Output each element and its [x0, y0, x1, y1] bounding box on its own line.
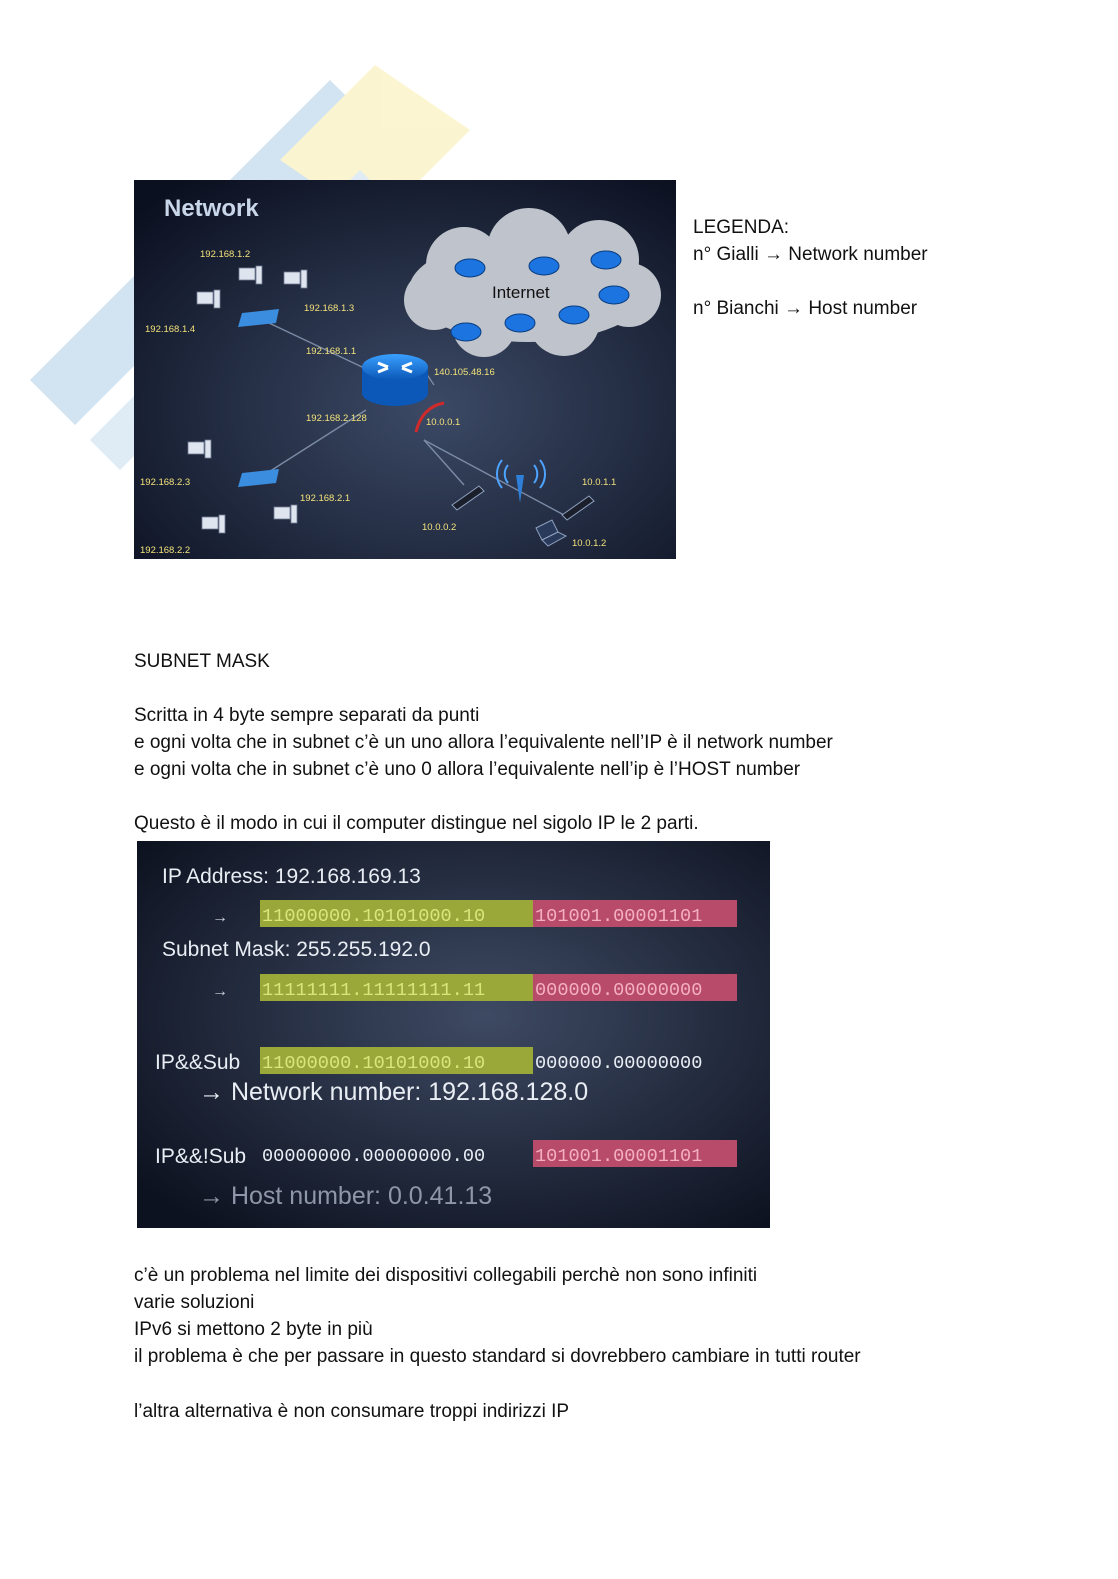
legend-line: n° Gialli → Network number [693, 244, 928, 265]
ip-binary-host: 101001.00001101 [535, 906, 703, 927]
paragraph: Scritta in 4 byte sempre separati da punti [134, 705, 480, 726]
legend-line: n° Bianchi → Host number [693, 298, 918, 319]
ip-label: 10.0.1.2 [572, 538, 607, 549]
paragraph: c’è un problema nel limite dei dispositivi collegabili perchè non sono infiniti [134, 1265, 758, 1286]
network-number-result: → Network number: 192.168.128.0 [199, 1078, 589, 1106]
host-number-result: → Host number: 0.0.41.13 [199, 1182, 493, 1210]
legend-heading: LEGENDA: [693, 217, 790, 238]
andnot-binary-host: 101001.00001101 [535, 1146, 703, 1167]
ip-label: 192.168.1.2 [200, 249, 251, 260]
ip-label: 192.168.1.3 [304, 303, 355, 314]
ip-address-label: IP Address: 192.168.169.13 [162, 865, 421, 888]
mask-binary-host: 000000.00000000 [535, 980, 703, 1001]
arrow: → [212, 983, 228, 1000]
andnot-binary-network: 00000000.00000000.00 [262, 1146, 486, 1167]
paragraph: e ogni volta che in subnet c’è uno 0 allora l’equivalente nell’ip è l’HOST number [134, 759, 801, 780]
subnet-calculation-image [137, 841, 770, 1228]
and-label: IP&&Sub [155, 1051, 241, 1074]
ip-label: 192.168.2.2 [140, 545, 191, 556]
paragraph: il problema è che per passare in questo standard si dovrebbero cambiare in tutti router [134, 1346, 861, 1367]
mask-binary-network: 11111111.11111111.11 [262, 980, 486, 1001]
and-binary-network: 11000000.10101000.10 [262, 1053, 486, 1074]
and-not-label: IP&&!Sub [155, 1145, 247, 1168]
paragraph: IPv6 si mettono 2 byte in più [134, 1319, 373, 1340]
ip-binary-network: 11000000.10101000.10 [262, 906, 486, 927]
paragraph: l’altra alternativa è non consumare troppi indirizzi IP [134, 1401, 570, 1422]
paragraph: Questo è il modo in cui il computer distingue nel sigolo IP le 2 parti. [134, 813, 699, 834]
network-diagram [134, 180, 676, 559]
ip-label: 192.168.2.1 [300, 493, 351, 504]
ip-label: 192.168.2.128 [306, 413, 367, 424]
paragraph: e ogni volta che in subnet c’è un uno allora l’equivalente nell’IP è il network number [134, 732, 833, 753]
ip-label: 192.168.2.3 [140, 477, 191, 488]
section-title: SUBNET MASK [134, 651, 270, 672]
router-icon [362, 354, 428, 406]
network-title: Network [164, 195, 259, 222]
and-binary-host: 000000.00000000 [535, 1053, 703, 1074]
ip-label: 140.105.48.16 [434, 367, 495, 378]
ip-label: 10.0.0.1 [426, 417, 461, 428]
ip-label: 192.168.1.4 [145, 324, 196, 335]
legend [693, 214, 928, 322]
arrow: → [212, 909, 228, 926]
ip-label: 10.0.1.1 [582, 477, 617, 488]
internet-label: Internet [492, 283, 550, 302]
ip-label: 10.0.0.2 [422, 522, 457, 533]
ip-label: 192.168.1.1 [306, 346, 357, 357]
subnet-mask-label: Subnet Mask: 255.255.192.0 [162, 938, 431, 961]
paragraph: varie soluzioni [134, 1292, 255, 1313]
